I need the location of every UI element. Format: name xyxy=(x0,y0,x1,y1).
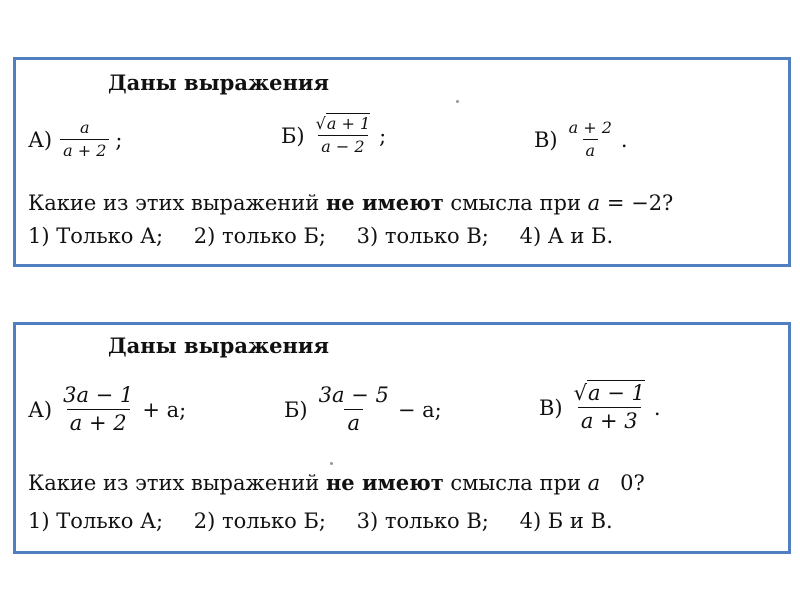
option-label: Б) xyxy=(281,123,305,148)
fraction xyxy=(316,385,392,434)
option-label: Б) xyxy=(284,397,308,422)
answer-option-2: 2) только Б; xyxy=(193,224,326,248)
punctuation: . xyxy=(653,395,661,420)
question-value: 0? xyxy=(600,471,645,495)
task-heading: Даны выражения xyxy=(108,70,329,95)
expression-tail: − a; xyxy=(397,397,442,422)
question-text xyxy=(28,470,645,495)
numerator: a xyxy=(79,118,90,137)
question-part: Какие из этих выражений xyxy=(28,471,326,495)
question-text xyxy=(28,190,673,215)
answer-option-1: 1) Только А; xyxy=(28,509,164,533)
answer-option-3: 3) только В; xyxy=(356,224,489,248)
denominator: a xyxy=(344,409,363,434)
expression-a xyxy=(28,120,122,159)
radicand: a − 1 xyxy=(588,381,645,405)
question-emphasis: не имеют xyxy=(325,190,444,215)
expression-c xyxy=(534,120,628,159)
question-variable: a xyxy=(587,471,601,495)
answer-option-1: 1) Только А; xyxy=(28,224,164,248)
question-emphasis: не имеют xyxy=(325,470,444,495)
denominator: a − 2 xyxy=(318,135,367,155)
task-heading: Даны выражения xyxy=(108,333,329,358)
answer-option-3: 3) только В; xyxy=(356,509,489,533)
denominator: a xyxy=(583,139,599,159)
expression-c xyxy=(539,383,661,432)
radicand: a + 1 xyxy=(326,114,371,133)
task-card-2 xyxy=(13,322,791,554)
question-part: смысла при xyxy=(443,191,588,215)
task-card-1 xyxy=(13,57,791,267)
denominator: a + 3 xyxy=(578,407,641,432)
numerator: a + 2 xyxy=(568,118,612,137)
answer-list xyxy=(28,509,637,533)
expression-tail: + a; xyxy=(142,397,187,422)
expression-b xyxy=(284,385,442,434)
fraction xyxy=(566,120,615,159)
option-label: В) xyxy=(539,395,563,420)
answer-option-4: 4) Б и В. xyxy=(519,509,613,533)
fraction xyxy=(60,385,136,434)
question-variable: a xyxy=(587,191,601,215)
denominator: a + 2 xyxy=(67,409,130,434)
expression-b xyxy=(281,116,386,155)
numerator: 3a − 5 xyxy=(318,383,389,407)
expression-a xyxy=(28,385,186,434)
question-value: = −2? xyxy=(600,191,674,215)
option-label: А) xyxy=(28,127,53,152)
punctuation: ; xyxy=(115,127,123,152)
scan-speck xyxy=(456,100,459,103)
denominator: a + 2 xyxy=(60,139,109,159)
fraction xyxy=(60,120,109,159)
question-part: смысла при xyxy=(443,471,588,495)
answer-list xyxy=(28,224,637,248)
punctuation: ; xyxy=(379,123,387,148)
sqrt-icon: √ xyxy=(315,114,326,133)
sqrt-numerator xyxy=(313,116,374,135)
answer-option-4: 4) А и Б. xyxy=(519,224,614,248)
sqrt-icon: √ xyxy=(573,381,588,405)
option-label: В) xyxy=(534,127,558,152)
punctuation: . xyxy=(620,127,628,152)
sqrt-numerator xyxy=(571,383,648,407)
option-label: А) xyxy=(28,397,53,422)
fraction xyxy=(571,383,648,432)
scan-speck xyxy=(330,462,333,465)
fraction xyxy=(313,116,374,155)
question-part: Какие из этих выражений xyxy=(28,191,326,215)
numerator: 3a − 1 xyxy=(63,383,134,407)
answer-option-2: 2) только Б; xyxy=(193,509,326,533)
